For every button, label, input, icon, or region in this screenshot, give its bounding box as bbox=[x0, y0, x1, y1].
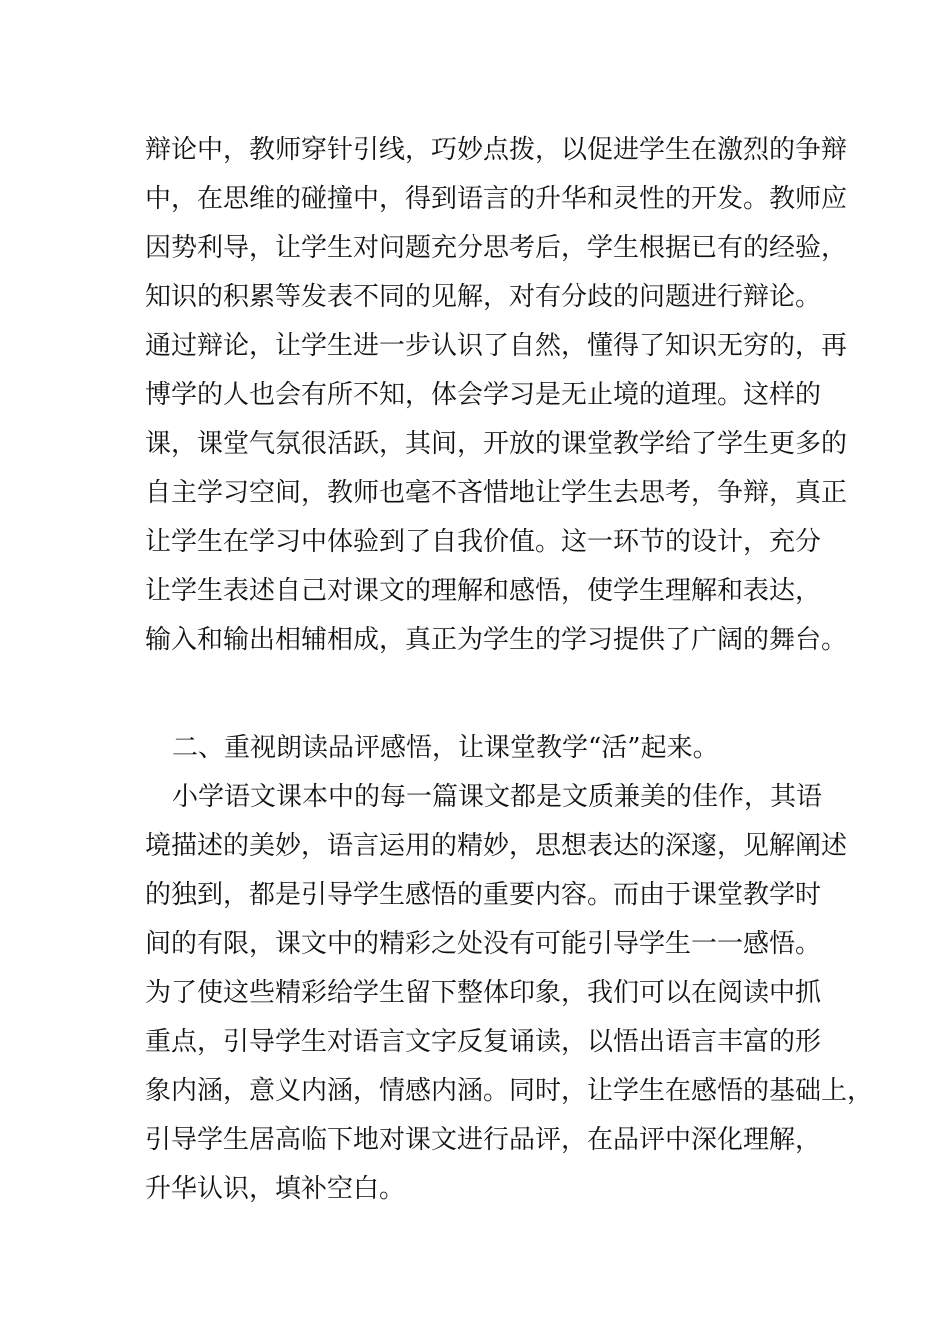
paragraph-1-line-9: 让学生在学习中体验到了自我价值。这一环节的设计，充分 bbox=[145, 527, 822, 557]
paragraph-2-line-8: 引导学生居高临下地对课文进行品评，在品评中深化理解， bbox=[145, 1125, 822, 1155]
paragraph-2-line-1: 小学语文课本中的每一篇课文都是文质兼美的佳作，其语 bbox=[172, 782, 823, 812]
paragraph-1-line-10: 让学生表述自己对课文的理解和感悟，使学生理解和表达， bbox=[145, 576, 822, 606]
section-heading: 二、重视朗读品评感悟，让课堂教学“活”起来。 bbox=[172, 733, 719, 763]
paragraph-1-line-1: 辩论中，教师穿针引线，巧妙点拨，以促进学生在激烈的争辩 bbox=[145, 135, 848, 165]
paragraph-2-line-7: 象内涵，意义内涵，情感内涵。同时，让学生在感悟的基础上， bbox=[145, 1076, 874, 1106]
paragraph-1-line-3: 因势利导，让学生对问题充分思考后，学生根据已有的经验， bbox=[145, 233, 848, 263]
paragraph-1-line-5: 通过辩论，让学生进一步认识了自然，懂得了知识无穷的，再 bbox=[145, 331, 848, 361]
paragraph-1-line-4: 知识的积累等发表不同的见解，对有分歧的问题进行辩论。 bbox=[145, 282, 822, 312]
paragraph-2-line-5: 为了使这些精彩给学生留下整体印象，我们可以在阅读中抓 bbox=[145, 978, 822, 1008]
paragraph-2-line-9: 升华认识，填补空白。 bbox=[145, 1174, 406, 1204]
paragraph-1-line-7: 课，课堂气氛很活跃，其间，开放的课堂教学给了学生更多的 bbox=[145, 429, 848, 459]
paragraph-1-line-6: 博学的人也会有所不知，体会学习是无止境的道理。这样的 bbox=[145, 380, 822, 410]
paragraph-1-line-2: 中，在思维的碰撞中，得到语言的升华和灵性的开发。教师应 bbox=[145, 184, 848, 214]
paragraph-2-line-4: 间的有限，课文中的精彩之处没有可能引导学生一一感悟。 bbox=[145, 929, 822, 959]
paragraph-2-line-6: 重点，引导学生对语言文字反复诵读，以悟出语言丰富的形 bbox=[145, 1027, 822, 1057]
paragraph-1-line-8: 自主学习空间，教师也毫不吝惜地让学生去思考，争辩，真正 bbox=[145, 478, 848, 508]
paragraph-2-line-2: 境描述的美妙，语言运用的精妙，思想表达的深邃，见解阐述 bbox=[145, 831, 848, 861]
paragraph-2-line-3: 的独到，都是引导学生感悟的重要内容。而由于课堂教学时 bbox=[145, 880, 822, 910]
paragraph-1-line-11: 输入和输出相辅相成，真正为学生的学习提供了广阔的舞台。 bbox=[145, 625, 848, 655]
